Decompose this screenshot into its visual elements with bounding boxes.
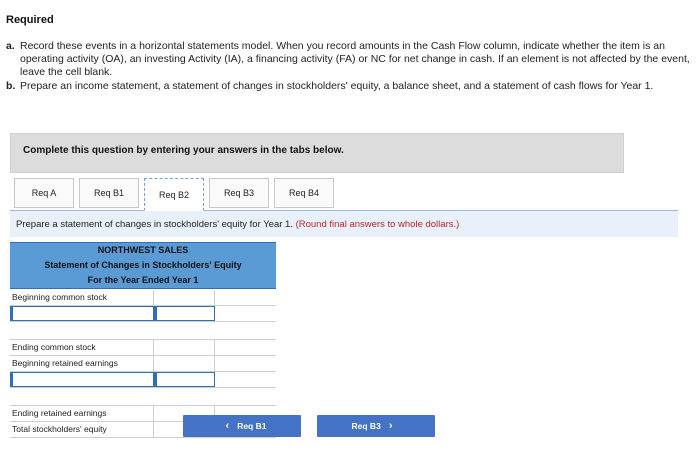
amount-input[interactable] <box>154 356 215 371</box>
chevron-right-icon: › <box>388 420 393 432</box>
table-row <box>10 290 276 306</box>
table-row <box>10 356 276 372</box>
table-row <box>10 372 276 388</box>
tab-req-b3[interactable]: Req B3 <box>209 178 269 208</box>
next-button-label: Req B3 <box>351 421 381 431</box>
chevron-left-icon: ‹ <box>225 420 230 432</box>
instruction-text: Prepare an income statement, a statement of changes in stockholders' equity, a balance sheet, and a statement of cash flows for Year 1. <box>20 80 654 92</box>
amount-input[interactable] <box>154 290 215 305</box>
complete-question-banner <box>10 133 624 173</box>
tab-req-a[interactable]: Req A <box>14 178 74 208</box>
tab-req-b1[interactable]: Req B1 <box>79 178 139 208</box>
instructions <box>6 40 694 94</box>
tab-req-b4[interactable]: Req B4 <box>274 178 334 208</box>
prompt-instruction: Prepare a statement of changes in stockholders' equity for Year 1. <box>16 219 293 230</box>
total-input[interactable] <box>215 340 276 355</box>
statement-header <box>10 242 276 289</box>
tab-req-b2[interactable]: Req B2 <box>144 178 204 211</box>
rounding-note: (Round final answers to whole dollars.) <box>295 219 460 230</box>
statement-title: Statement of Changes in Stockholders' Equity <box>10 258 276 273</box>
amount-input[interactable] <box>154 306 215 321</box>
prev-button-label: Req B1 <box>237 421 267 431</box>
tab-bar <box>14 178 339 210</box>
spacer-row <box>10 388 276 406</box>
total-input[interactable] <box>215 306 276 321</box>
instruction-letter: a. <box>6 40 15 52</box>
instruction-b <box>6 80 694 93</box>
required-heading: Required <box>6 14 54 26</box>
row-label-select[interactable] <box>10 306 154 321</box>
row-label: Beginning common stock <box>10 290 154 305</box>
table-row <box>10 306 276 322</box>
statement-period: For the Year Ended Year 1 <box>10 273 276 289</box>
complete-question-text: Complete this question by entering your answers in the tabs below. <box>23 145 344 156</box>
total-input[interactable] <box>215 356 276 371</box>
row-label: Ending retained earnings <box>10 406 154 421</box>
next-button[interactable] <box>317 415 435 437</box>
spacer-row <box>10 322 276 340</box>
prev-button[interactable] <box>183 415 301 437</box>
instruction-a <box>6 40 694 79</box>
row-label: Beginning retained earnings <box>10 356 154 371</box>
amount-input[interactable] <box>154 372 215 387</box>
company-name: NORTHWEST SALES <box>10 242 276 258</box>
prompt-text <box>16 219 459 230</box>
total-input[interactable] <box>215 372 276 387</box>
row-label: Total stockholders' equity <box>10 422 154 437</box>
amount-input[interactable] <box>154 340 215 355</box>
table-row <box>10 340 276 356</box>
row-label: Ending common stock <box>10 340 154 355</box>
row-label-select[interactable] <box>10 372 154 387</box>
prompt-bar <box>10 210 678 237</box>
total-input[interactable] <box>215 290 276 305</box>
instruction-letter: b. <box>6 80 16 92</box>
instruction-text: Record these events in a horizontal statements model. When you record amounts in the Cash Flow column, indicate whether the item is an operating activity (OA), an investing Activity (IA), a financing activity (FA) or NC for net change in cash. If an element is not affected by the event, leave the cell blank. <box>20 40 690 78</box>
